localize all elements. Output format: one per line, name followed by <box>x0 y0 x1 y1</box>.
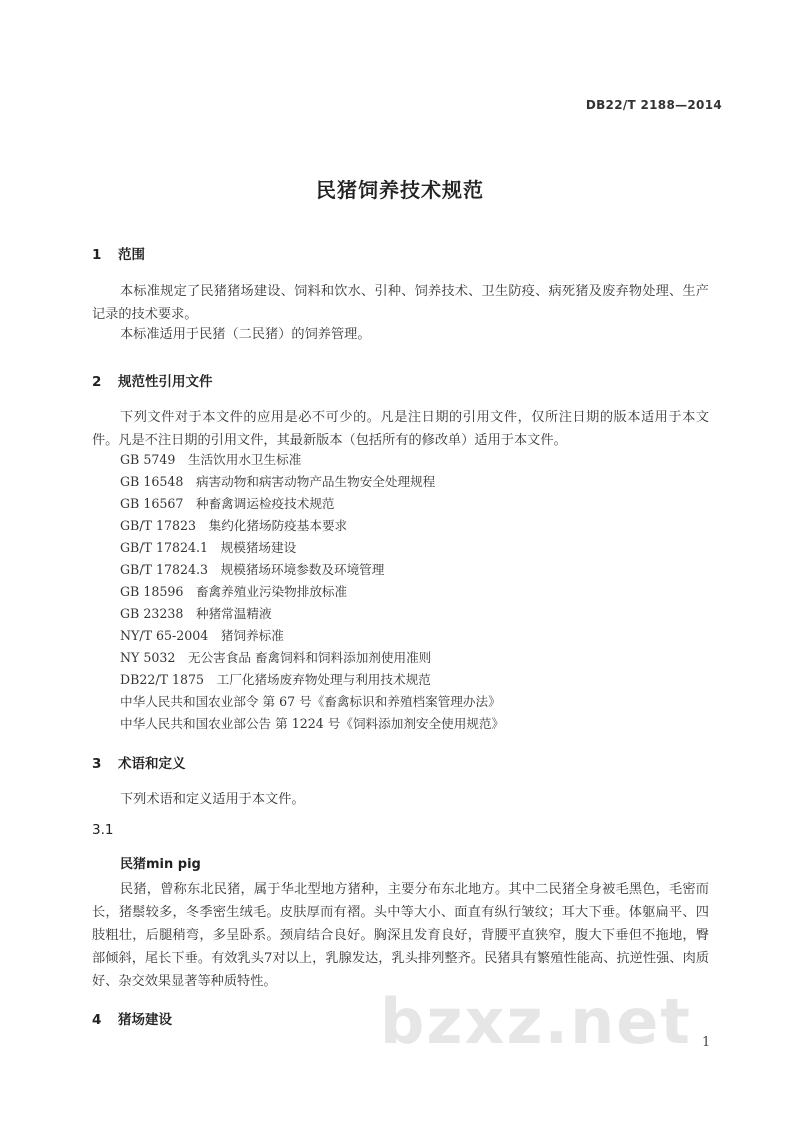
reference-item: NY/T 65-2004 猪饲养标准 <box>120 628 284 643</box>
document-title: 民猪饲养技术规范 <box>316 178 484 202</box>
paragraph: 本标准适用于民猪（二民猪）的饲养管理。 <box>120 327 371 342</box>
section-heading-scope <box>92 243 145 263</box>
section-title: 术语和定义 <box>118 756 186 772</box>
paragraph: 下列文件对于本文件的应用是必不可少的。凡是注日期的引用文件，仅所注日期的版本适用于本文件。凡是不注日期的引用文件，其最新版本（包括所有的修改单）适用于本文件。 <box>92 410 709 448</box>
reference-item: GB/T 17824.1 规模猪场建设 <box>120 540 297 555</box>
section-number: 1 <box>92 247 102 263</box>
section-number: 4 <box>92 1012 102 1028</box>
paragraph: 本标准规定了民猪猪场建设、饲料和饮水、引种、饲养技术、卫生防疫、病死猪及废弃物处理、生产记录的技术要求。 <box>92 284 709 322</box>
reference-item: GB/T 17824.3 规模猪场环境参数及环境管理 <box>120 562 385 577</box>
reference-item: 中华人民共和国农业部令 第 67 号《畜禽标识和养殖档案管理办法》 <box>120 694 501 709</box>
watermark: bzxz.net <box>380 985 692 1058</box>
reference-item: GB/T 17823 集约化猪场防疫基本要求 <box>120 518 348 533</box>
reference-item: GB 16567 种畜禽调运检疫技术规范 <box>120 496 335 511</box>
reference-item: GB 5749 生活饮用水卫生标准 <box>120 452 302 467</box>
reference-item: GB 23238 种猪常温精液 <box>120 606 272 621</box>
reference-item: GB 18596 畜禽养殖业污染物排放标准 <box>120 584 348 599</box>
section-heading-pig-farm-construction <box>92 1008 172 1028</box>
document-code: DB22/T 2188—2014 <box>585 98 722 112</box>
page-number: 1 <box>702 1035 711 1050</box>
term-entry: 民猪min pig <box>120 857 201 872</box>
reference-item: DB22/T 1875 工厂化猪场废弃物处理与利用技术规范 <box>120 672 431 687</box>
section-title: 范围 <box>118 247 145 263</box>
term-definition: 民猪，曾称东北民猪，属于华北型地方猪种，主要分布东北地方。其中二民猪全身被毛黑色，毛密而长，猪鬃较多，冬季密生绒毛。皮肤厚而有褶。头中等大小、面直有纵行皱纹；耳大下垂。体躯扁平、四肢粗壮，后腿稍弯，多呈卧系。颈肩结合良好。胸深且发育良好，背腰平直狭窄，腹大下垂但不拖地，臀部倾斜，尾长下垂。有效乳头7对以上，乳腺发达，乳头排列整齐。民猪具有繁殖性能高、抗逆性强、肉质好、杂交效果显著等种质特性。 <box>92 882 709 989</box>
section-heading-normative-references <box>92 370 213 390</box>
section-number: 3 <box>92 756 102 772</box>
reference-item: GB 16548 病害动物和病害动物产品生物安全处理规程 <box>120 474 436 489</box>
reference-item: 中华人民共和国农业部公告 第 1224 号《饲料添加剂安全使用规范》 <box>120 716 505 731</box>
section-title: 规范性引用文件 <box>118 374 213 390</box>
section-title: 猪场建设 <box>118 1012 172 1028</box>
paragraph: 下列术语和定义适用于本文件。 <box>120 792 305 807</box>
section-heading-terms <box>92 752 186 772</box>
reference-item: NY 5032 无公害食品 畜禽饲料和饲料添加剂使用准则 <box>120 650 432 665</box>
section-number: 2 <box>92 374 102 390</box>
subsection-number: 3.1 <box>92 822 114 838</box>
